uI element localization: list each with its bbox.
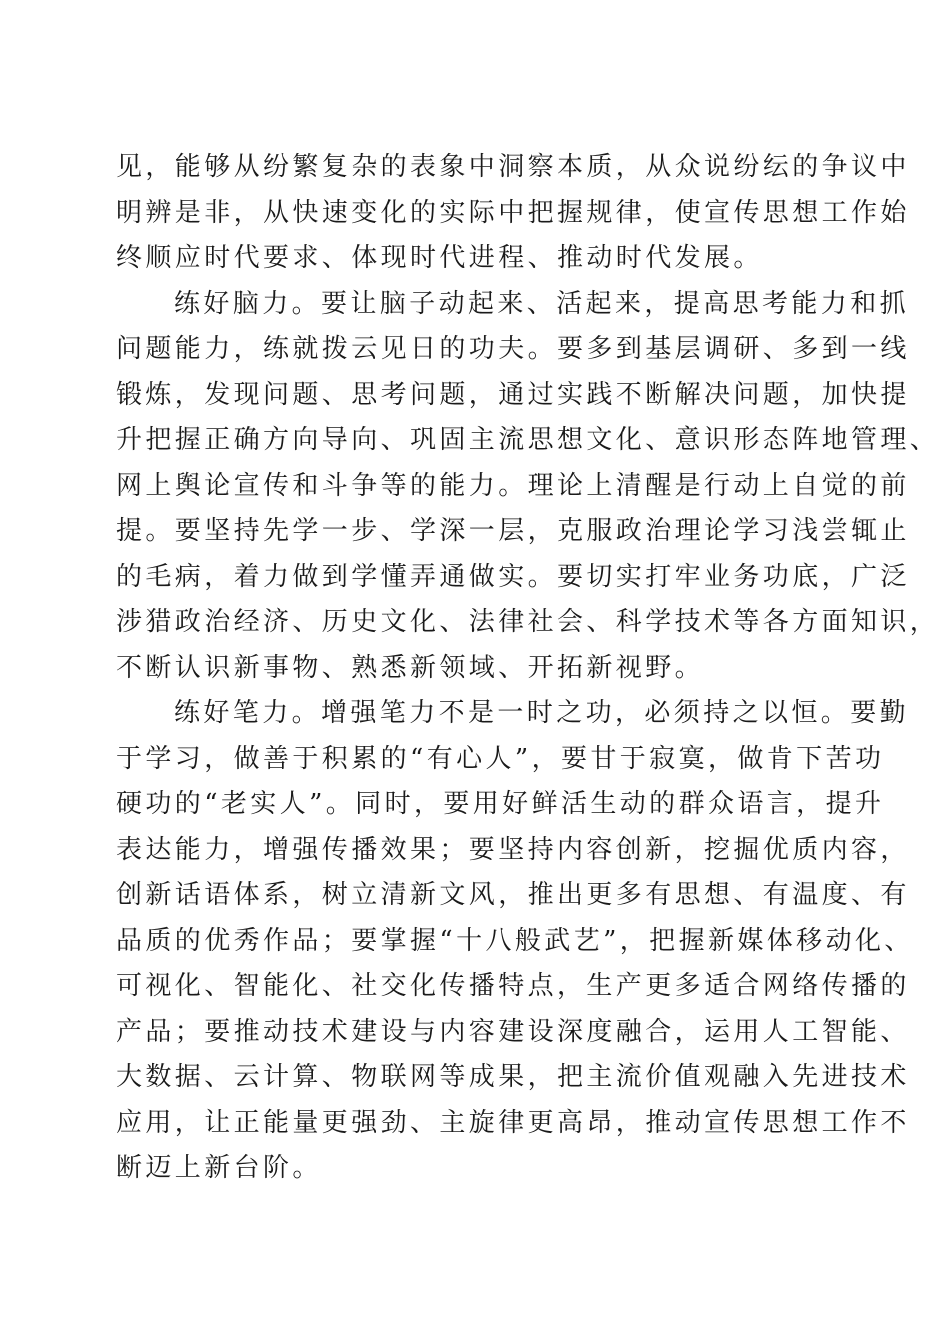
text-line: 网上舆论宣传和斗争等的能力。理论上清醒是行动上自觉的前 <box>116 470 910 501</box>
text-line: 应用，让正能量更强劲、主旋律更高昂，推动宣传思想工作不 <box>116 1107 910 1138</box>
text-line: 断迈上新台阶。 <box>116 1153 322 1183</box>
text-line: 的毛病，着力做到学懂弄通做实。要切实打牢业务功底，广泛 <box>116 561 910 592</box>
text-line: 硬功的“老实人”。同时，要用好鲜活生动的群众语言，提升 <box>116 789 885 819</box>
text-line: 大数据、云计算、物联网等成果，把主流价值观融入先进技术 <box>116 1062 910 1092</box>
paragraph-writing-power <box>116 691 914 1192</box>
paragraph-continuation <box>116 145 910 282</box>
text-line: 明辨是非，从快速变化的实际中把握规律，使宣传思想工作始 <box>116 197 910 228</box>
text-line: 不断认识新事物、熟悉新领域、开拓新视野。 <box>116 652 705 683</box>
text-line: 见，能够从纷繁复杂的表象中洞察本质，从众说纷纭的争议中 <box>116 152 910 182</box>
text-line: 练好笔力。增强笔力不是一时之功，必须持之以恒。要勤 <box>174 698 910 728</box>
text-line: 于学习，做善于积累的“有心人”，要甘于寂寞，做肯下苦功 <box>116 743 885 774</box>
text-line: 练好脑力。要让脑子动起来、活起来，提高思考能力和抓 <box>174 288 910 319</box>
body-text <box>116 145 940 1192</box>
text-line: 升把握正确方向导向、巩固主流思想文化、意识形态阵地管理、 <box>116 425 940 455</box>
text-line: 表达能力，增强传播效果；要坚持内容创新，挖掘优质内容， <box>116 834 910 865</box>
text-line: 终顺应时代要求、体现时代进程、推动时代发展。 <box>116 243 763 273</box>
text-line: 锻炼，发现问题、思考问题，通过实践不断解决问题，加快提 <box>116 379 910 410</box>
text-line: 可视化、智能化、社交化传播特点，生产更多适合网络传播的 <box>116 971 910 1001</box>
text-line: 问题能力，练就拨云见日的功夫。要多到基层调研、多到一线 <box>116 334 910 364</box>
text-line: 提。要坚持先学一步、学深一层，克服政治理论学习浅尝辄止 <box>116 516 910 546</box>
text-line: 涉猎政治经济、历史文化、法律社会、科学技术等各方面知识， <box>116 607 940 637</box>
text-line: 产品；要推动技术建设与内容建设深度融合，运用人工智能、 <box>116 1016 910 1047</box>
text-line: 创新话语体系，树立清新文风，推出更多有思想、有温度、有 <box>116 880 910 910</box>
paragraph-brain-power <box>116 282 940 692</box>
text-line: 品质的优秀作品；要掌握“十八般武艺”，把握新媒体移动化、 <box>116 925 914 956</box>
